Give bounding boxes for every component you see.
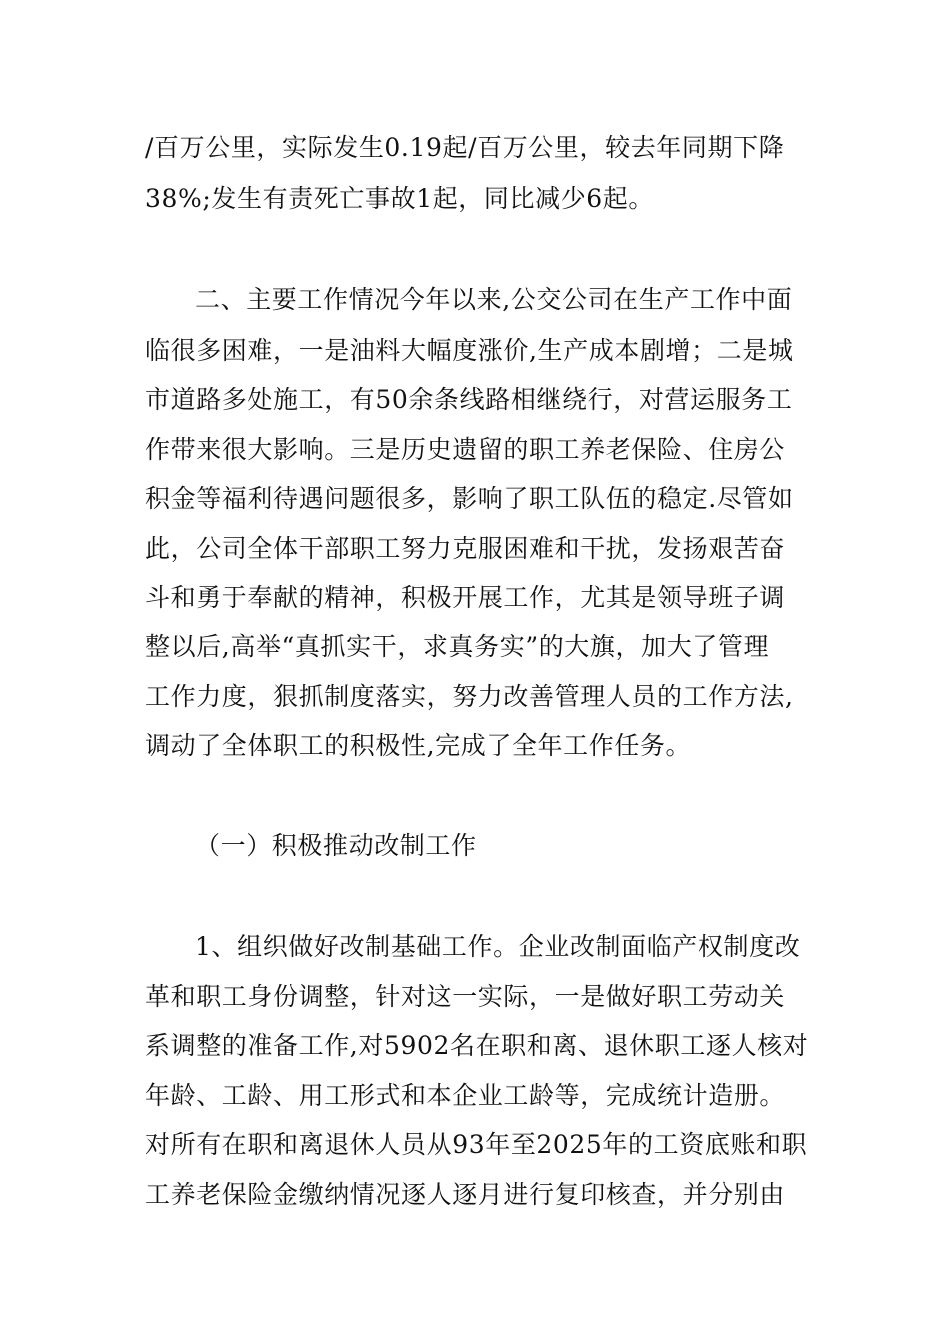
text-line: 工作力度，狠抓制度落实，努力改善管理人员的工作方法, — [145, 682, 794, 711]
text-line: 此，公司全体干部职工努力克服困难和干扰，发扬艰苦奋 — [145, 534, 786, 563]
text-line: 工养老保险金缴纳情况逐人逐月进行复印核查，并分别由 — [145, 1180, 786, 1209]
text-line: 积金等福利待遇问题很多，影响了职工队伍的稳定.尽管如 — [145, 484, 794, 513]
text-line: 市道路多处施工，有50余条线路相继绕行，对营运服务工 — [145, 385, 793, 414]
text-line: 调动了全体职工的积极性,完成了全年工作任务。 — [145, 731, 692, 760]
text-line: 斗和勇于奉献的精神，积极开展工作，尤其是领导班子调 — [145, 583, 786, 612]
section-heading: （一）积极推动改制工作 — [195, 831, 477, 860]
text-line: 38%;发生有责死亡事故1起，同比减少6起。 — [145, 184, 655, 213]
text-line: 系调整的准备工作,对5902名在职和离、退休职工逐人核对 — [145, 1031, 809, 1060]
text-line: 对所有在职和离退休人员从93年至2025年的工资底账和职 — [145, 1130, 808, 1159]
text-line: 临很多困难，一是油料大幅度涨价,生产成本剧增；二是城 — [145, 336, 794, 365]
text-line: 革和职工身份调整，针对这一实际，一是做好职工劳动关 — [145, 982, 786, 1011]
text-line: 1、组织做好改制基础工作。企业改制面临产权制度改 — [195, 932, 801, 961]
text-line: 二、主要工作情况今年以来,公交公司在生产工作中面 — [195, 285, 793, 314]
text-line: 年龄、工龄、用工形式和本企业工龄等，完成统计造册。 — [145, 1081, 786, 1110]
text-line: /百万公里，实际发生0.19起/百万公里，较去年同期下降 — [145, 133, 785, 162]
text-line: 作带来很大影响。三是历史遗留的职工养老保险、住房公 — [145, 435, 786, 464]
text-line: 整以后,高举“真抓实干，求真务实”的大旗，加大了管理 — [145, 632, 770, 661]
